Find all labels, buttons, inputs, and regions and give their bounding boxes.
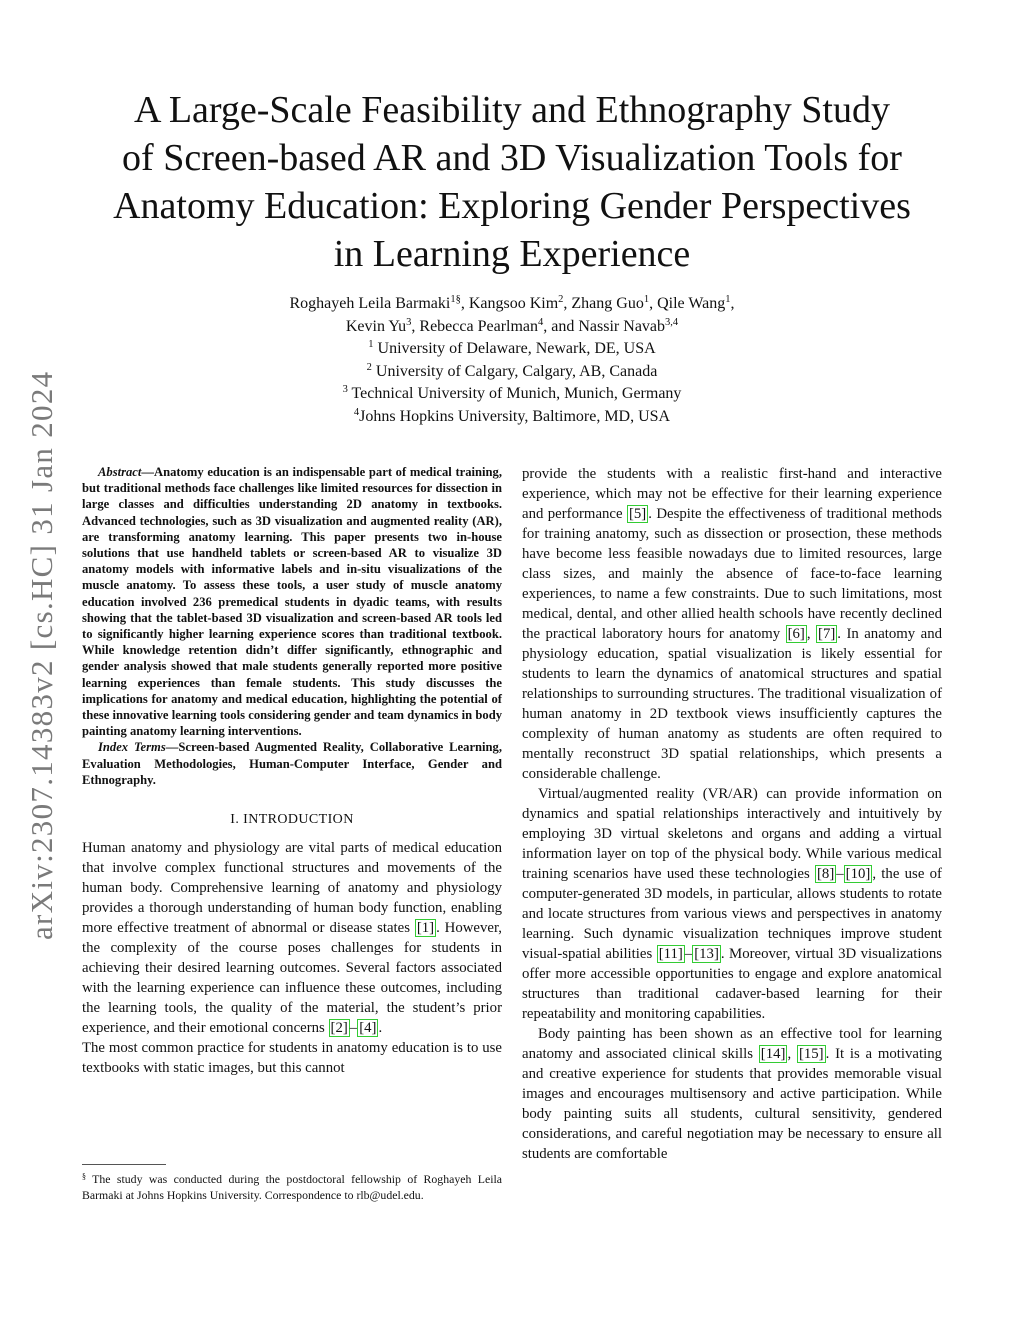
- affiliation-text: Johns Hopkins University, Baltimore, MD, USA: [359, 407, 671, 425]
- text-run: . It is a motivating and creative experience for students that provides memorable visual images and encourages multisensory and active participation. While body painting suits all students, cultural sensitivity, gendered considerations, and careful negotiation may be necessary to ensure all students are comfortable: [522, 1046, 942, 1162]
- separator: ,: [460, 295, 469, 312]
- text-run: Virtual/augmented reality (VR/AR) can provide information on dynamics and spatial relationships interactively and intuitively by employing 3D virtual skeletons and organs and adding a virtual information layer on top of the physical body. While various medical training scenarios have used these technologies: [522, 786, 942, 882]
- abstract-label: Abstract: [98, 465, 142, 479]
- citation-link[interactable]: [6]: [787, 626, 805, 642]
- affiliation-sup: 2: [366, 361, 372, 373]
- affiliation: [120, 362, 904, 385]
- citation-link[interactable]: [2]: [330, 1020, 348, 1037]
- author-sup: 4: [538, 316, 544, 328]
- index-terms: [82, 739, 502, 788]
- text-run: . Moreover, virtual 3D visualizations offer more accessible opportunities to engage and explore anatomical structures than traditional cadaver-based learning for their repeatability and monitoring capabilities.: [522, 946, 942, 1022]
- citation-link[interactable]: [1]: [416, 920, 435, 937]
- paragraph: [522, 464, 942, 784]
- separator: ,: [563, 295, 572, 312]
- citation-link[interactable]: [5]: [628, 506, 647, 522]
- text-run: . However, the complexity of the course poses challenges for students in achieving their desired learning outcomes. Several factors associated with the learning experience can influence these outcomes, including the learning tools, the quality of the material, the student’s prior experience, and their emotional concerns: [82, 920, 502, 1037]
- text-run: –: [349, 1020, 358, 1037]
- text-run: ,: [806, 626, 817, 642]
- index-terms-label: Index Terms: [98, 740, 166, 755]
- text-run: . In anatomy and physiology education, spatial visualization is likely essential for students to learn the dynamics of anatomical structures and spatial relationships to surrounding structures. The traditional visualization of human anatomy in 2D textbook views insufficiently captures the complexity of human anatomy as students are often required to mentally reconstruct 3D spatial relationships, which presents a considerable challenge.: [522, 626, 942, 782]
- author-sup: 3: [406, 316, 412, 328]
- abstract: [82, 464, 502, 739]
- text-run: , the use of computer-generated 3D models, in particular, allows students to rotate and locate structures from various views and perspectives in anatomy learning. Such dynamic visualization techniques improve student visual-spatial abilities: [522, 866, 942, 962]
- citation-link[interactable]: [7]: [818, 626, 836, 642]
- section-heading: [82, 810, 502, 830]
- citation-link[interactable]: [13]: [694, 946, 719, 962]
- separator: ,: [411, 317, 420, 335]
- title-line: A Large-Scale Feasibility and Ethnography Study: [134, 89, 890, 131]
- author-name: Qile Wang: [657, 295, 726, 312]
- author-name: Kangsoo Kim: [468, 295, 559, 312]
- affiliation-text: University of Calgary, Calgary, AB, Canada: [371, 362, 658, 380]
- footnote-mark: §: [82, 1172, 86, 1181]
- left-body-text: [82, 838, 502, 1078]
- text-run: ,: [787, 1046, 797, 1062]
- separator: , and: [543, 317, 579, 335]
- text-run: . Despite the effectiveness of traditional methods for training anatomy, such as dissection or prosection, these methods have become less feasible nowadays due to limited resources, large class sizes, and mainly the absence of face-to-face learning experiences, to name a few constraints. Due to such limitations, most medical, dental, and other allied health schools have recently declined the practical laboratory hours for anatomy: [522, 506, 942, 642]
- abstract-text: —Anatomy education is an indispensable part of medical training, but traditional methods face challenges like limited resources for dissection in large classes and difficulties understanding 2D anatomy in textbooks. Advanced technologies, such as 3D visualization and augmented reality (AR), are transforming anatomy learning. This paper presents two in-house solutions that use handheld tablets or screen-based AR to visualize 3D anatomy models with informative labels and in-situ visualizations of the muscle anatomy. To assess these tools, a user study of muscle anatomy education involved 236 premedical students in dyadic teams, with results showing that the tablet-based 3D visualization and screen-based AR tools led to significantly higher learning experience scores than traditional textbook. While knowledge retention didn’t differ significantly, ethnographic and gender analysis showed that male students generally reported more positive learning experiences than female students. This study discusses the implications for anatomy and medical education, highlighting the potential of these innovative learning tools considering gender and team dynamics in body painting anatomy learning interventions.: [82, 465, 502, 739]
- index-terms-text: —Screen-based Augmented Reality, Collaborative Learning, Evaluation Methodologies, Human-Computer Interface, Gender and Ethnography.: [82, 740, 502, 787]
- text-run: Human anatomy and physiology are vital parts of medical education that involve complex functional structures and movements of the human body. Comprehensive learning of anatomy and physiology provides a thorough understanding of human body function, enabling more effective treatment of abnormal or disease states: [82, 840, 502, 937]
- author-name: Zhang Guo: [571, 295, 644, 312]
- paragraph: [522, 784, 942, 1024]
- citation-link[interactable]: [14]: [760, 1046, 786, 1062]
- title-line: of Screen-based AR and 3D Visualization Tools for: [122, 137, 902, 179]
- text-run: provide the students with a realistic first-hand and interactive experience, which may not be effective for their learning experience and performance: [522, 466, 942, 522]
- author-sup: 1§: [450, 294, 461, 305]
- paragraph: [522, 1024, 942, 1164]
- separator: ,: [649, 295, 658, 312]
- affiliation-sup: 1: [368, 339, 374, 351]
- text-run: –: [836, 866, 844, 882]
- author-name: Nassir Navab: [578, 317, 666, 335]
- right-body-text: [522, 464, 942, 1164]
- author-sup: 1: [725, 294, 731, 305]
- paragraph: [82, 838, 502, 1038]
- text-run: –: [684, 946, 693, 962]
- citation-link[interactable]: [4]: [359, 1020, 377, 1037]
- affiliation: [120, 407, 904, 430]
- paper-title: [60, 86, 964, 278]
- section-number: I.: [230, 812, 244, 828]
- affiliation: [120, 339, 904, 362]
- text-run: The most common practice for students in anatomy education is to use textbooks with static images, but this cannot: [82, 1040, 502, 1077]
- separator: ,: [730, 295, 735, 312]
- paragraph: [82, 1038, 502, 1078]
- citation-link[interactable]: [15]: [798, 1046, 824, 1062]
- title-line: in Learning Experience: [333, 233, 691, 275]
- section-first-letter: I: [243, 812, 249, 828]
- author-sup: 3,4: [665, 316, 679, 328]
- author-sup: 2: [558, 294, 564, 305]
- citation-link[interactable]: [11]: [658, 946, 683, 962]
- author-block: [120, 294, 904, 430]
- author-sup: 1: [643, 294, 650, 305]
- footnote-rule: [82, 1164, 166, 1165]
- title-line: Anatomy Education: Exploring Gender Perspectives: [113, 185, 911, 227]
- affiliation: [120, 384, 904, 407]
- section-title-rest: NTRODUCTION: [248, 812, 354, 828]
- arxiv-identifier: arXiv:2307.14383v2 [cs.HC] 31 Jan 2024: [24, 370, 59, 940]
- author-line: [120, 294, 904, 317]
- author-name: Roghayeh Leila Barmaki: [289, 295, 451, 312]
- left-column: [82, 464, 502, 1078]
- citation-link[interactable]: [8]: [817, 866, 835, 882]
- author-name: Rebecca Pearlman: [419, 317, 539, 335]
- affiliation-sup: 4: [353, 406, 360, 418]
- footnote-text: The study was conducted during the postdoctoral fellowship of Roghayeh Leila Barmaki at Johns Hopkins University. Correspondence to rlb@udel.edu.: [82, 1172, 502, 1202]
- affiliation-text: University of Delaware, Newark, DE, USA: [373, 340, 656, 358]
- right-column: [522, 464, 942, 1164]
- text-run: .: [378, 1020, 383, 1037]
- footnote: [82, 1172, 502, 1203]
- affiliation-sup: 3: [342, 384, 348, 396]
- citation-link[interactable]: [10]: [845, 866, 871, 882]
- author-line: [120, 317, 904, 340]
- text-run: Body painting has been shown as an effective tool for learning anatomy and associated clinical skills: [522, 1026, 942, 1062]
- affiliation-text: Technical University of Munich, Munich, Germany: [347, 385, 682, 403]
- author-name: Kevin Yu: [345, 317, 407, 335]
